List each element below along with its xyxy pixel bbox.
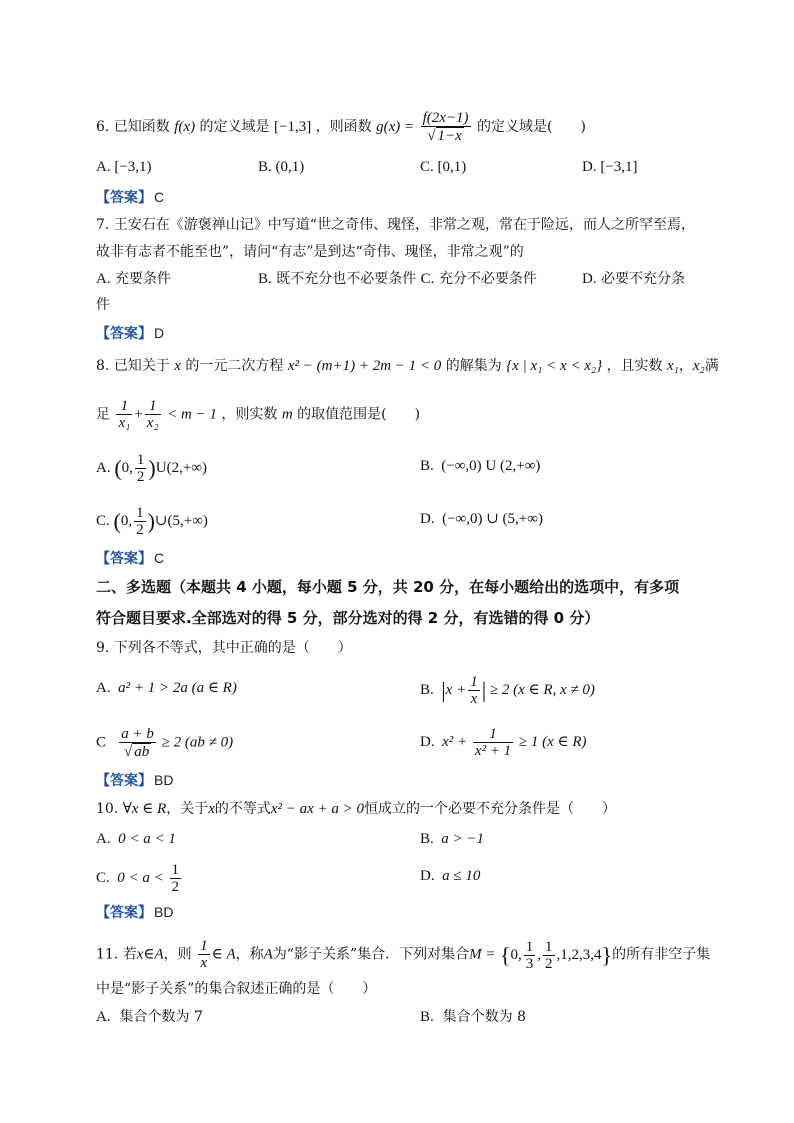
- q8-text4: ，且实数: [606, 358, 663, 374]
- q11-frac-num: 1: [200, 938, 208, 954]
- q11-frac-den: x: [200, 955, 208, 971]
- q8-frac2-den: x₂: [146, 415, 159, 431]
- answer-label: 【答案】: [96, 905, 152, 921]
- q8-opt-b-label: B.: [420, 458, 434, 474]
- q7-line2: 故非有志者不能至也”，请问“有志”是到达“奇伟、瑰怪，非常之观”的: [96, 244, 524, 260]
- q11-f2-den: 2: [545, 955, 553, 972]
- answer-label: 【答案】: [96, 190, 152, 206]
- q9-option-d: [420, 726, 587, 759]
- q8-opt-c-num: 1: [136, 505, 144, 521]
- q7-opt-a-value: 充要条件: [115, 271, 172, 287]
- q8-text5: 满: [704, 358, 719, 374]
- q7-opt-c-label: C.: [420, 271, 435, 287]
- q8-var-x: x: [174, 358, 181, 374]
- q10-answer-value: BD: [154, 904, 174, 920]
- q9-opt-c-frac: [119, 726, 156, 760]
- q9-opt-d-label: D.: [420, 733, 435, 750]
- q9-opt-c-num: a + b: [121, 726, 154, 742]
- q9-opt-d-post: ≥ 1 (x ∈ R): [518, 733, 587, 750]
- q10-number: 10.: [96, 801, 119, 817]
- q8-line2c: 的取值范围是( ): [297, 406, 421, 423]
- q10-var-x: x: [208, 801, 215, 817]
- q6-opt-a-value: [−3,1): [114, 159, 152, 175]
- q8-opt-d-value: (−∞,0) ∪ (5,+∞): [442, 511, 543, 527]
- q8-line1: [96, 356, 719, 376]
- q11-frac: [198, 938, 210, 971]
- q11-opt-a-value: 集合个数为 7: [119, 1009, 203, 1025]
- q11-option-b: [420, 1007, 526, 1027]
- q6-answer: [96, 187, 164, 208]
- q8-opt-a-post: U(2,+∞): [155, 459, 207, 476]
- answer-label: 【答案】: [96, 773, 152, 789]
- q6-option-d: [582, 157, 638, 177]
- q7-opt-b-label: B.: [258, 271, 272, 287]
- q7-answer-value: D: [154, 325, 165, 341]
- q10-opt-c-pre: 0 < a <: [117, 869, 164, 886]
- q11-in-a: ∈ A: [211, 946, 236, 963]
- q10-opt-c-frac: [170, 862, 182, 895]
- q11-opt-b-label: B.: [420, 1009, 434, 1025]
- q11-f2-num: 1: [545, 938, 553, 955]
- q6-answer-value: C: [154, 189, 165, 205]
- q11-set-frac2: [543, 939, 555, 972]
- q8-opt-a-pre: 0,: [121, 459, 133, 476]
- q6-gx: g(x) =: [376, 119, 415, 135]
- q8-condition: < m − 1: [167, 406, 217, 423]
- q8-text3: 的解集为: [445, 358, 502, 374]
- q11-text5: 的所有非空子集: [612, 946, 711, 963]
- q8-frac2-num: 1: [145, 398, 161, 415]
- q6-text3: ，则函数: [315, 119, 372, 135]
- q7-option-d: [582, 269, 685, 289]
- q9-opt-b-den: x: [470, 691, 478, 707]
- q9-opt-d-frac: [473, 726, 513, 759]
- q10-option-a: [96, 829, 176, 849]
- q6-opt-d-value: [−3,1]: [600, 159, 638, 175]
- q11-stem-line2: 中是“影子关系”的集合叙述正确的是（ ）: [96, 981, 377, 997]
- q9-answer-value: BD: [154, 772, 174, 788]
- q8-x2: x₂: [692, 358, 705, 374]
- q8-option-c: C. (0, $\frac{1}{2}$ )∪(5,+∞): [96, 505, 208, 538]
- q10-text2: 的不等式: [214, 801, 271, 817]
- q8-answer-value: C: [154, 550, 165, 566]
- q10-opt-c-num: 1: [171, 862, 180, 878]
- q10-option-d: [420, 866, 480, 886]
- q6-opt-b-label: B.: [258, 159, 272, 175]
- q8-opt-c-frac: [134, 505, 146, 538]
- q6-text4: 的定义域是( ): [476, 119, 586, 135]
- q10-opt-c-den: 2: [171, 879, 180, 895]
- section2-line2: 符合题目要求.全部选对的得 5 分，部分选对的得 2 分，有选错的得 0 分）: [96, 609, 600, 627]
- q11-f1-den: 3: [525, 955, 534, 972]
- q9-option-a: [96, 678, 237, 698]
- q10-opt-a-label: A.: [96, 831, 111, 847]
- q10-opt-a-value: 0 < a < 1: [118, 831, 176, 847]
- q6-frac-den: √ 1−x: [427, 128, 462, 144]
- q8-line2: [96, 398, 420, 431]
- q10-text3: 恒成立的一个必要不充分条件是（ ）: [364, 801, 617, 817]
- q8-sep: ，: [678, 358, 693, 374]
- q8-opt-d-label: D.: [420, 511, 435, 527]
- q8-opt-c-pre: 0,: [120, 512, 133, 529]
- q8-frac1-num: 1: [116, 398, 132, 415]
- q11-stem-line1: 11. 若x∈A，则 $\frac{1}{x}$ ∈ A，称A为“影子关系”集合．下列对集合M = {0, $\frac{1}{3}$ , $\frac{1}{2}$ ,1,2,3,4}的所有非空子集: [96, 938, 711, 972]
- q6-opt-a-label: A.: [96, 159, 111, 175]
- q6-opt-c-label: C.: [420, 159, 434, 175]
- q8-opt-a-den: 2: [136, 469, 145, 485]
- q11-var-m: M =: [469, 946, 496, 963]
- q8-text2: 的一元二次方程: [185, 358, 284, 374]
- q6-domain: [−1,3]: [274, 119, 312, 135]
- q7-opt-a-label: A.: [96, 271, 111, 287]
- q9-opt-a-label: A.: [96, 680, 111, 696]
- q6-option-b: [258, 157, 304, 177]
- answer-label: 【答案】: [96, 551, 152, 567]
- q9-opt-c-den-radicand: ab: [134, 744, 150, 760]
- q8-line2a: 足: [96, 406, 110, 423]
- section2-line1: 二、多选题（本题共 4 小题，每小题 5 分，共 20 分，在每小题给出的选项中，有多项: [96, 578, 680, 596]
- q9-opt-a-value: a² + 1 > 2a (a ∈ R): [118, 680, 237, 696]
- q8-number: 8.: [96, 358, 110, 374]
- q10-option-b: [420, 829, 484, 849]
- q9-option-c: [96, 726, 233, 760]
- q8-solution-set: {x | x₁ < x < x₂}: [506, 358, 603, 374]
- q10-opt-b-label: B.: [420, 831, 434, 847]
- q9-opt-d-den: x² + 1: [474, 743, 512, 759]
- q9-opt-b-label: B.: [420, 681, 434, 698]
- q6-fx: f(x): [174, 119, 196, 135]
- q8-frac1: [116, 398, 132, 431]
- q11-set-frac1: [524, 939, 536, 972]
- q8-frac1-den: x₁: [118, 415, 131, 431]
- q6-fraction: [421, 110, 471, 144]
- q6-frac-den-radicand: 1−x: [437, 128, 462, 144]
- q9-opt-c-label: C: [96, 734, 107, 751]
- q8-x1: x₁: [667, 358, 679, 374]
- q11-number: 11.: [96, 946, 119, 963]
- q7-option-b: [258, 269, 537, 289]
- q9-stem: 9. 下列各不等式，其中正确的是（ ）: [96, 640, 352, 656]
- q6-number: 6.: [96, 119, 110, 135]
- q9-opt-d-pre: x² +: [442, 733, 468, 750]
- q11-option-a: [96, 1007, 203, 1027]
- q6-text1: 已知函数: [113, 119, 170, 135]
- q7-option-wrap: 件: [96, 297, 110, 313]
- q8-text1: 已知关于: [113, 358, 170, 374]
- q8-line2b: ，则实数: [221, 406, 278, 423]
- q9-opt-d-num: 1: [473, 726, 513, 743]
- q6-opt-c-value: [0,1): [437, 159, 467, 175]
- q7-answer: [96, 323, 164, 344]
- q10-inequality: x² − ax + a > 0: [270, 801, 365, 817]
- q7-opt-d-label: D.: [582, 271, 597, 287]
- q6-opt-d-label: D.: [582, 159, 597, 175]
- answer-label: 【答案】: [96, 326, 152, 342]
- q6-text2: 的定义域是: [199, 119, 270, 135]
- q8-option-a: A. (0, $\frac{1}{2}$ )U(2,+∞): [96, 452, 207, 485]
- q6-stem: [96, 110, 586, 144]
- q10-opt-d-label: D.: [420, 868, 435, 884]
- q9-opt-c-post: ≥ 2 (ab ≠ 0): [161, 734, 234, 751]
- q10-opt-d-value: a ≤ 10: [442, 868, 481, 884]
- q10-text1: ，关于: [166, 801, 209, 817]
- q7-opt-c-value: 充分不必要条件: [438, 271, 537, 287]
- q7-opt-b-value: 既不充分也不必要条件: [276, 271, 417, 287]
- q9-opt-b-num: 1: [470, 674, 478, 690]
- q7-opt-d-value: 必要不充分条: [601, 271, 686, 287]
- q8-opt-c-den: 2: [136, 522, 144, 538]
- q8-plus: +: [134, 406, 143, 423]
- q9-opt-c-den: √ ab: [123, 744, 150, 760]
- q9-answer: [96, 770, 173, 791]
- q8-opt-a-label: A.: [96, 459, 111, 476]
- q7-line1: 7. 王安石在《游褒禅山记》中写道“世之奇伟、瑰怪，非常之观，常在于险远，而人之所罕至焉，: [96, 217, 695, 233]
- q8-opt-b-value: (−∞,0) U (2,+∞): [441, 458, 541, 474]
- q11-set-post: ,1,2,3,4: [556, 946, 602, 963]
- q9-opt-b-frac: [468, 674, 480, 707]
- q11-text2: ，则: [163, 946, 192, 963]
- q8-frac2: [145, 398, 161, 431]
- q6-option-c: [420, 157, 466, 177]
- q11-condition: x∈A: [136, 946, 164, 963]
- q6-option-a: [96, 157, 152, 177]
- q10-opt-b-value: a > −1: [441, 831, 485, 847]
- q9-opt-b-post: ≥ 2 (x ∈ R, x ≠ 0): [489, 681, 595, 698]
- q10-stem: [96, 799, 616, 819]
- q8-opt-a-num: 1: [136, 452, 145, 468]
- q8-answer: [96, 548, 164, 569]
- q10-option-c: [96, 862, 183, 895]
- q11-f1-num: 1: [525, 938, 534, 955]
- q10-opt-c-label: C.: [96, 869, 110, 886]
- q10-forall: ∀x ∈ R: [122, 801, 167, 817]
- q11-var-a: A: [263, 946, 273, 963]
- q9-option-b: B. |x + $\frac{1}{x}$ | ≥ 2 (x ∈ R, x ≠ 0): [420, 674, 595, 707]
- q8-option-d: [420, 509, 543, 529]
- q7-option-a: [96, 269, 171, 289]
- q11-opt-b-value: 集合个数为 8: [442, 1009, 527, 1025]
- q8-opt-c-label: C.: [96, 512, 110, 529]
- q8-opt-a-frac: [135, 452, 147, 485]
- q8-opt-c-post: ∪(5,+∞): [154, 512, 208, 529]
- q11-text3: ，称: [235, 946, 264, 963]
- q6-opt-b-value: (0,1): [275, 159, 305, 175]
- q8-option-b: [420, 456, 540, 476]
- q11-text4: 为“影子关系”集合．下列对集合: [272, 946, 470, 963]
- q6-frac-num: f(2x−1): [422, 110, 469, 126]
- q10-answer: [96, 902, 173, 923]
- q11-text1: 若: [122, 946, 137, 963]
- q11-opt-a-label: A.: [96, 1009, 111, 1025]
- q8-var-m: m: [281, 406, 293, 423]
- q8-equation: x² − (m+1) + 2m − 1 < 0: [287, 358, 442, 374]
- q9-opt-b-pre: x +: [445, 681, 467, 698]
- q11-set-pre: 0,: [510, 946, 522, 963]
